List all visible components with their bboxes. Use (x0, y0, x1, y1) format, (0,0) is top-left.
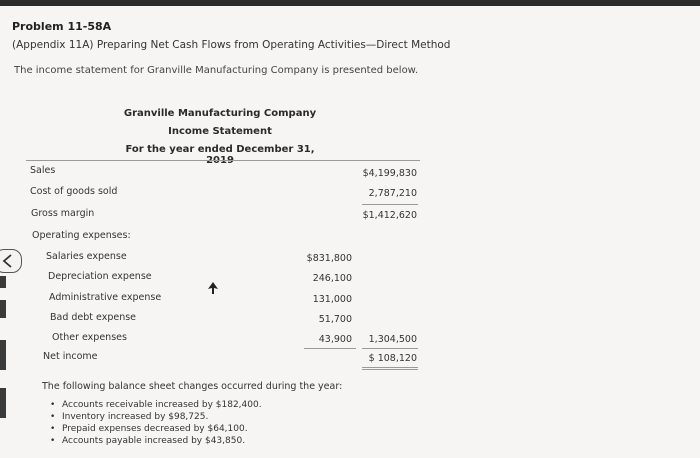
expense-label: Other expenses (52, 332, 127, 343)
left-edge-strip (0, 388, 6, 418)
problem-intro: The income statement for Granville Manufacturing Company is presented below. (14, 65, 419, 76)
sales-total: $4,199,830 (362, 168, 417, 179)
statement-period: For the year ended December 31, (125, 144, 315, 155)
cogs-underline (362, 204, 418, 205)
bullet-glyph: • (50, 436, 56, 446)
bullet-glyph: • (50, 400, 56, 410)
expense-label: Depreciation expense (48, 271, 152, 282)
operating-expenses-label: Operating expenses: (32, 230, 131, 241)
net-income-double-rule-1 (362, 367, 418, 368)
mouse-cursor-icon (208, 282, 218, 294)
cogs-total: 2,787,210 (368, 188, 417, 199)
sales-label: Sales (30, 165, 56, 176)
expenses-underline (304, 348, 356, 349)
company-name: Granville Manufacturing Company (123, 108, 317, 119)
expense-label: Bad debt expense (50, 312, 137, 323)
net-income-total: $ 108,120 (368, 353, 417, 364)
gross-margin-total: $1,412,620 (362, 210, 417, 221)
balance-sheet-change (50, 424, 248, 434)
bullet-glyph: • (50, 424, 56, 434)
expense-amount: 51,700 (318, 314, 352, 325)
change-text: Accounts receivable increased by $182,400. (62, 400, 262, 410)
expense-amount: $831,800 (306, 253, 352, 264)
balance-sheet-change (50, 400, 262, 410)
chevron-left-icon (0, 250, 21, 272)
expense-amount: 246,100 (312, 273, 352, 284)
left-edge-strip (0, 340, 6, 370)
statement-name: Income Statement (168, 126, 272, 137)
net-income-double-rule-2 (362, 369, 418, 370)
left-edge-strip (0, 300, 6, 318)
header-rule (26, 160, 420, 161)
change-text: Accounts payable increased by $43,850. (62, 436, 246, 446)
bullet-glyph: • (50, 412, 56, 422)
change-text: Inventory increased by $98,725. (62, 412, 209, 422)
balance-sheet-change (50, 436, 245, 446)
problem-number: Problem 11-58A (12, 20, 112, 33)
balance-sheet-change (50, 412, 208, 422)
expense-amount: 43,900 (318, 334, 352, 345)
balance-sheet-intro: The following balance sheet changes occurred during the year: (42, 381, 343, 392)
net-income-label: Net income (43, 351, 98, 362)
back-button[interactable] (0, 249, 22, 273)
expense-amount: 131,000 (312, 294, 352, 305)
expense-label: Administrative expense (49, 292, 162, 303)
expense-label: Salaries expense (46, 251, 127, 262)
problem-title: (Appendix 11A) Preparing Net Cash Flows from Operating Activities—Direct Method (12, 39, 451, 51)
change-text: Prepaid expenses decreased by $64,100. (62, 424, 248, 434)
left-edge-strip (0, 276, 6, 288)
cogs-label: Cost of goods sold (30, 186, 118, 197)
total-expenses: 1,304,500 (368, 334, 417, 345)
total-underline (362, 348, 418, 349)
gross-margin-label: Gross margin (31, 208, 95, 219)
